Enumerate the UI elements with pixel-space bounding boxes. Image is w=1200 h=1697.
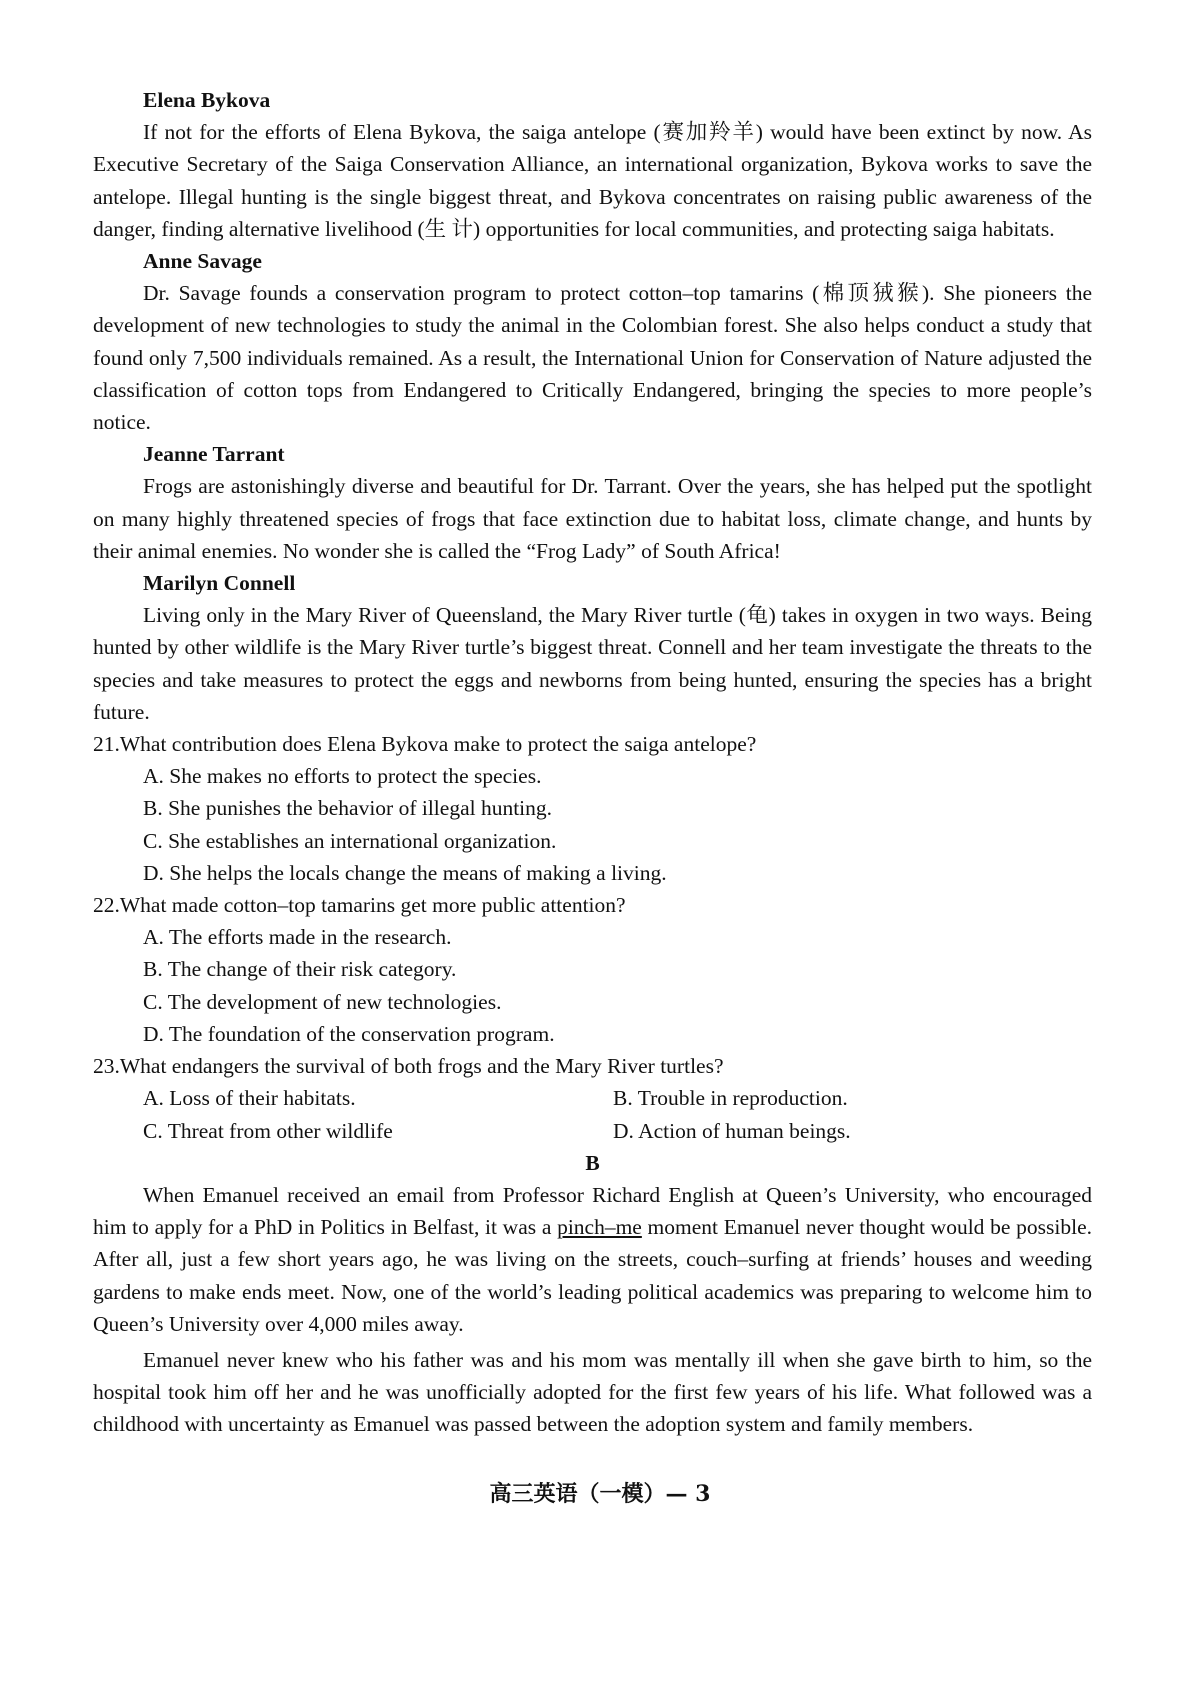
- passage-b-paragraph-1: [93, 1179, 1092, 1340]
- option-a: A. The efforts made in the research.: [143, 925, 452, 950]
- profile-name-tarrant: Jeanne Tarrant: [143, 442, 285, 467]
- question-21: [93, 728, 1092, 889]
- option-b: B. She punishes the behavior of illegal hunting.: [143, 796, 553, 821]
- profile-name-bykova: Elena Bykova: [143, 88, 271, 112]
- option-b: B. Trouble in reproduction.: [613, 1086, 848, 1111]
- question-23: [93, 1050, 1092, 1147]
- option-a: A. She makes no efforts to protect the species.: [143, 764, 542, 789]
- passage-b-text: When Emanuel received an email from Professor Richard English at Queen’s University, who encouraged him to apply for a PhD in Politics in Belfast, it was a: [93, 1182, 1092, 1240]
- question-stem: 21.What contribution does Elena Bykova make to protect the saiga antelope?: [93, 732, 757, 757]
- profile-text-savage: Dr. Savage founds a conservation program to protect cotton–top tamarins (棉顶狨猴). She pioneers the development of new technologies to study the animal in the Colombian forest. She also helps conduct a study that found only 7,500 individuals remained. As a result, the International Union for Conservation of Nature adjusted the classification of cotton tops from Endangered to Critically Endangered, bringing the species to more people’s notice.: [93, 281, 1092, 435]
- question-stem: 22.What made cotton–top tamarins get more public attention?: [93, 893, 626, 918]
- option-c: C. Threat from other wildlife: [143, 1118, 393, 1143]
- passage-b-text: moment Emanuel never thought would be possible. After all, just a few short years ago, he was living on the streets, couch–surfing at friends’ houses and weeding gardens to make ends meet. Now, one of the world’s leading political academics was preparing to welcome him to Queen’s University over 4,000 miles away.: [93, 1215, 1092, 1336]
- profile-text-bykova: If not for the efforts of Elena Bykova, the saiga antelope (赛加羚羊) would have been extinct by now. As Executive Secretary of the Saiga Conservation Alliance, an international organization, Bykova works to save the antelope. Illegal hunting is the single biggest threat, and Bykova concentrates on raising public awareness of the danger, finding alternative livelihood (生 计) opportunities for local communities, and protecting saiga habitats.: [93, 120, 1092, 241]
- page-footer: 高三英语（一模）— 3: [489, 1481, 711, 1507]
- section-label-b: B: [585, 1150, 600, 1175]
- option-d: D. Action of human beings.: [613, 1118, 851, 1143]
- question-22: [93, 889, 1092, 1050]
- profile-text-tarrant: Frogs are astonishingly diverse and beautiful for Dr. Tarrant. Over the years, she has helped put the spotlight on many highly threatened species of frogs that face extinction due to habitat loss, climate change, and hunts by their animal enemies. No wonder she is called the “Frog Lady” of South Africa!: [93, 474, 1092, 563]
- profile-name-savage: Anne Savage: [143, 249, 262, 274]
- option-b: B. The change of their risk category.: [143, 957, 457, 982]
- option-d: D. The foundation of the conservation program.: [143, 1021, 555, 1046]
- profile-name-connell: Marilyn Connell: [143, 571, 296, 596]
- option-c: C. The development of new technologies.: [143, 989, 502, 1014]
- option-c: C. She establishes an international organization.: [143, 828, 557, 853]
- option-d: D. She helps the locals change the means of making a living.: [143, 860, 667, 885]
- options-grid: [93, 1082, 1092, 1146]
- underlined-phrase: pinch–me: [557, 1215, 642, 1240]
- profile-text-connell: Living only in the Mary River of Queensland, the Mary River turtle (龟) takes in oxygen in two ways. Being hunted by other wildlife is the Mary River turtle’s biggest threat. Connell and her team investigate the threats to the species and take measures to protect the eggs and newborns from being hunted, ensuring the species has a bright future.: [93, 603, 1092, 724]
- option-a: A. Loss of their habitats.: [143, 1086, 356, 1111]
- passage-b-paragraph-2: Emanuel never knew who his father was and his mom was mentally ill when she gave birth to him, so the hospital took him off her and he was unofficially adopted for the first few years of his life. What followed was a childhood with uncertainty as Emanuel was passed between the adoption system and family members.: [93, 1347, 1092, 1437]
- question-stem: 23.What endangers the survival of both frogs and the Mary River turtles?: [93, 1054, 724, 1079]
